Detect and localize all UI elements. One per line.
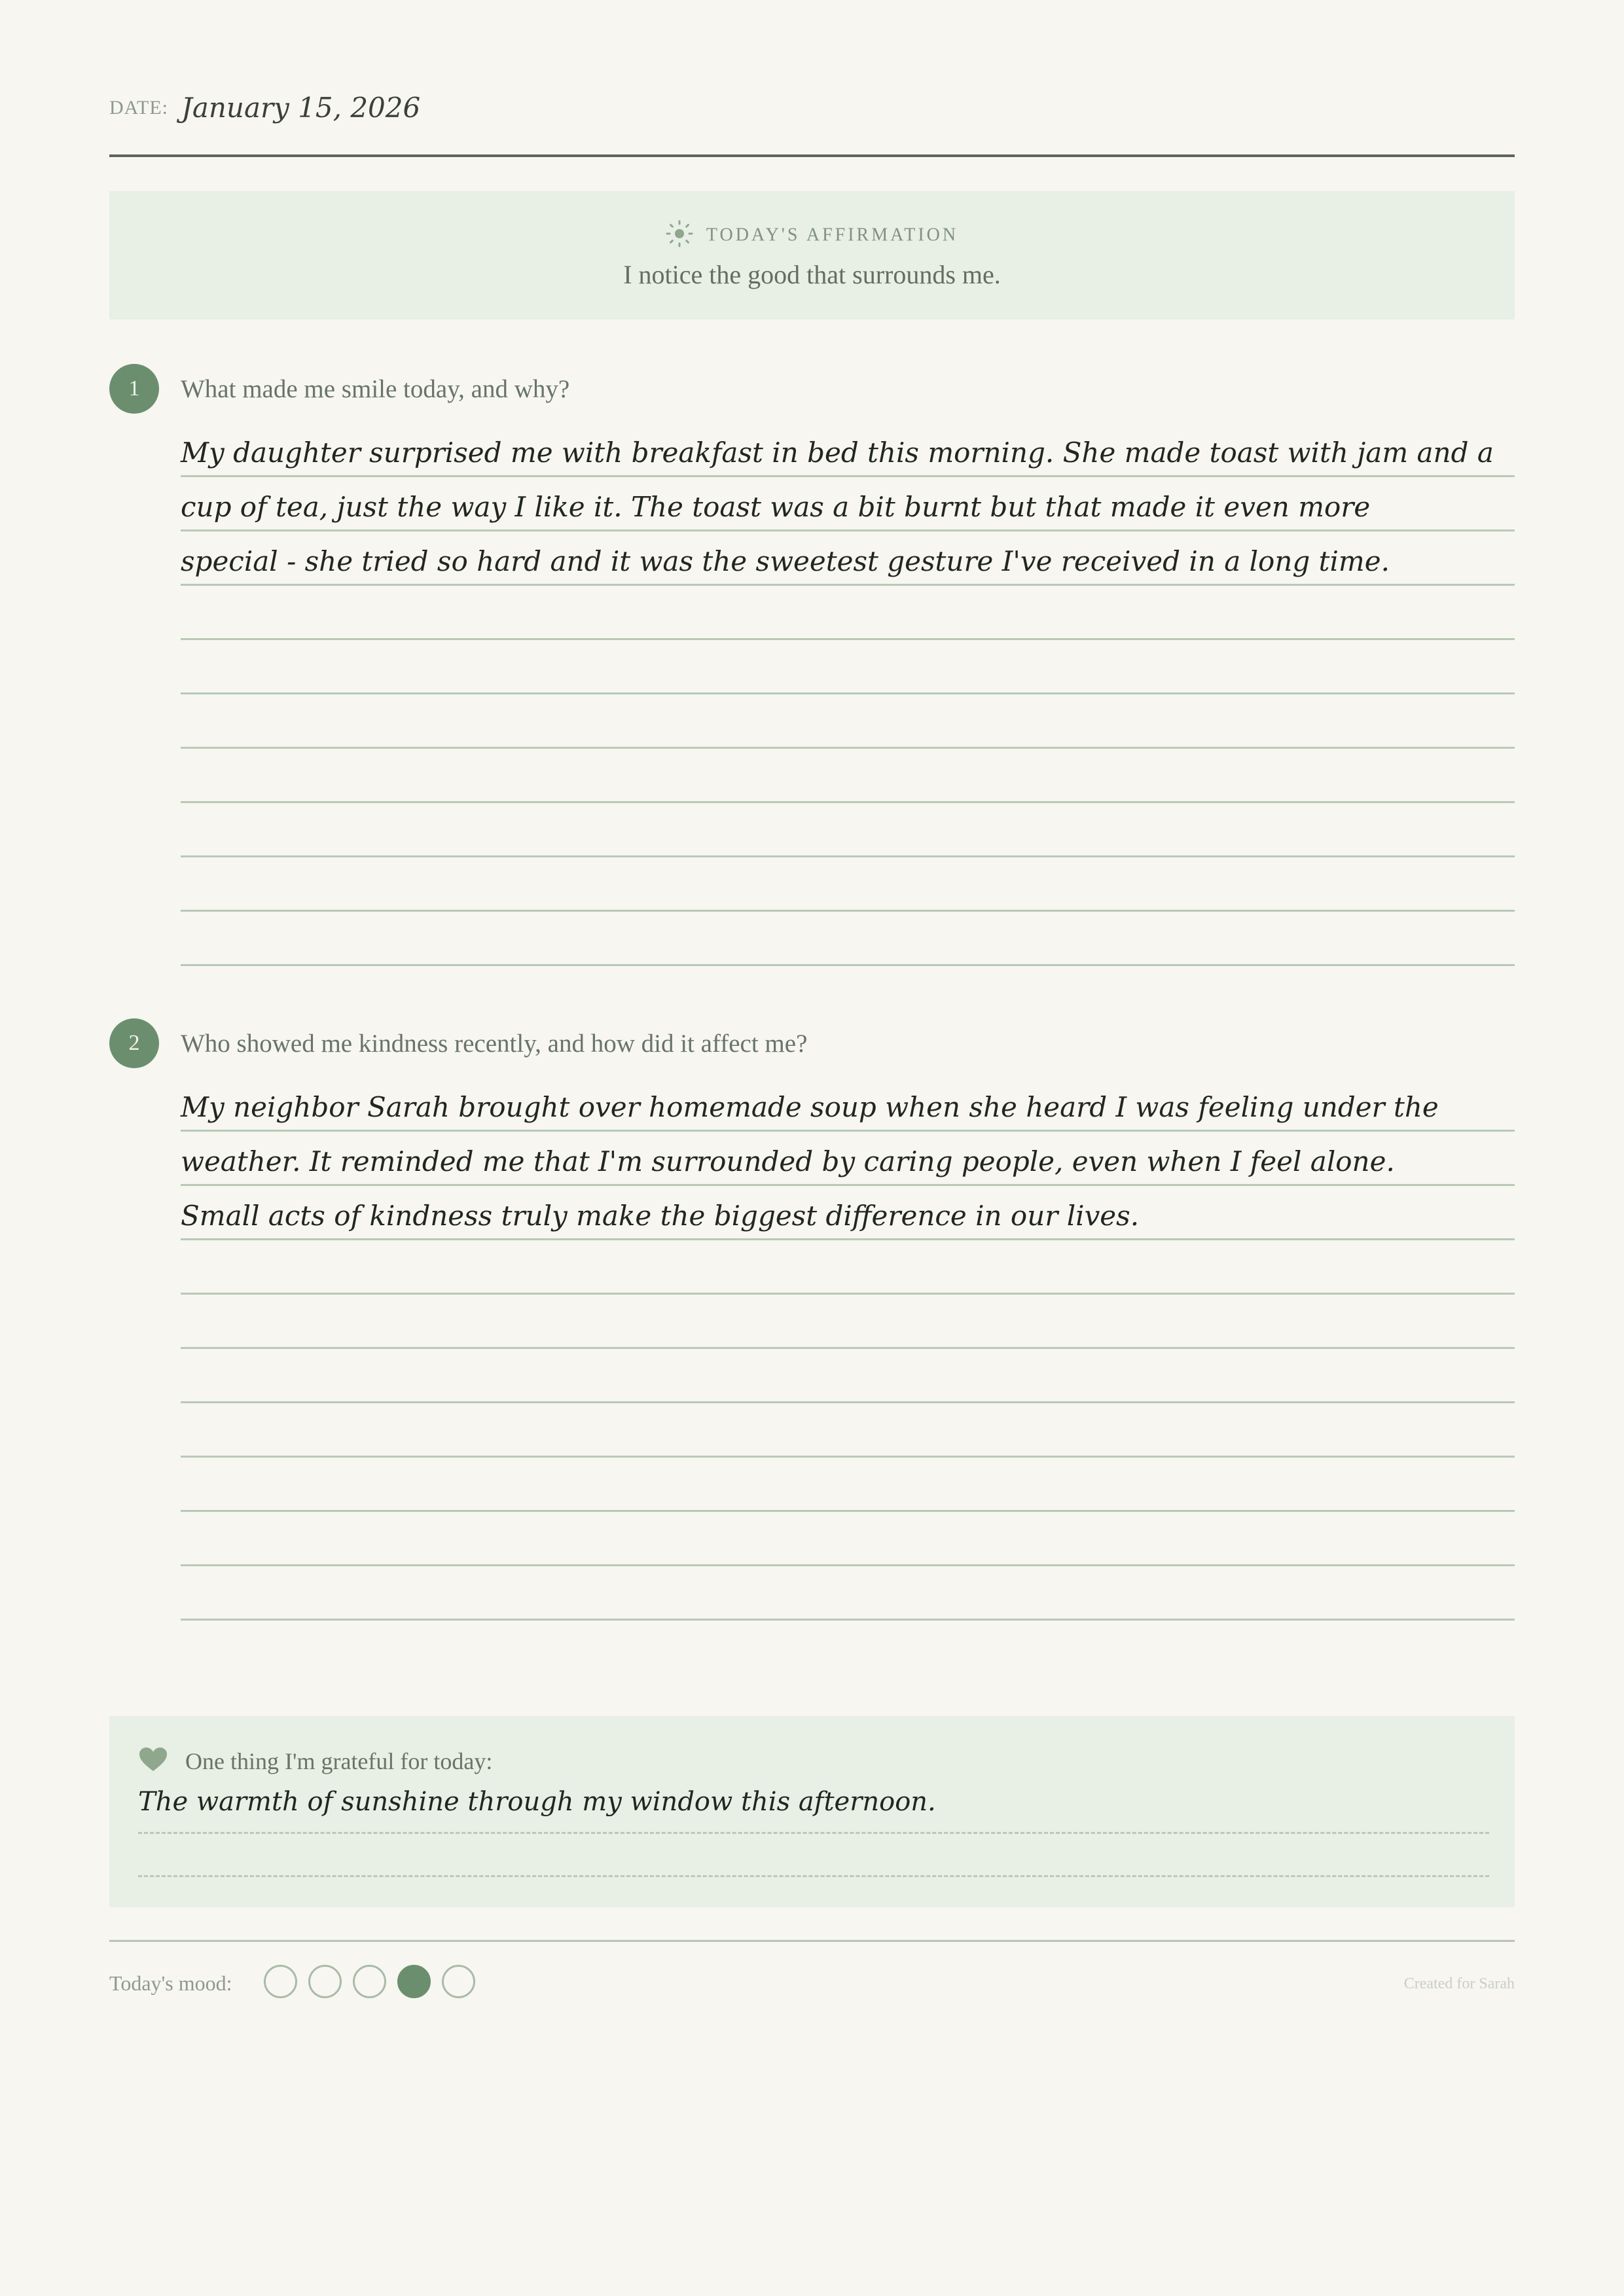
answer-text: My daughter surprised me with breakfast in bed this morning. She made toast with jam and a (181, 437, 1494, 469)
answer-text: Small acts of kindness truly make the biggest difference in our lives. (181, 1200, 1140, 1232)
answer-line[interactable] (181, 1240, 1515, 1295)
answer-line[interactable] (181, 1132, 1515, 1186)
header-divider (109, 154, 1515, 157)
affirmation-heading-row (109, 220, 1515, 253)
answer-line[interactable] (181, 1512, 1515, 1566)
answer-text: weather. It reminded me that I'm surrounded by caring people, even when I feel alone. (181, 1145, 1395, 1177)
footer-divider (109, 1940, 1515, 1942)
answer-text: special - she tried so hard and it was the sweetest gesture I've received in a long time. (181, 545, 1390, 577)
answer-line[interactable] (181, 803, 1515, 857)
answer-line[interactable] (181, 531, 1515, 586)
question-number-badge: 2 (109, 1018, 159, 1068)
answer-line[interactable] (181, 1403, 1515, 1458)
answer-line[interactable] (181, 857, 1515, 912)
answer-line[interactable] (181, 586, 1515, 640)
answer-line[interactable] (181, 1295, 1515, 1349)
affirmation-text: I notice the good that surrounds me. (623, 260, 1001, 289)
mood-option-4[interactable] (397, 1965, 431, 1998)
answer-line[interactable] (181, 912, 1515, 966)
answer-text: My neighbor Sarah brought over homemade soup when she heard I was feeling under the (181, 1091, 1439, 1123)
grateful-value[interactable]: The warmth of sunshine through my window this afternoon. (138, 1787, 936, 1817)
answer-line[interactable] (181, 1077, 1515, 1132)
question-number-badge: 1 (109, 364, 159, 414)
mood-option-2[interactable] (308, 1965, 342, 1998)
journal-page (109, 0, 1515, 2296)
answer-line[interactable] (181, 749, 1515, 803)
sun-icon (666, 220, 693, 253)
heart-icon (138, 1746, 168, 1772)
date-row (109, 92, 1515, 131)
grateful-panel (109, 1716, 1515, 1907)
answer-text: cup of tea, just the way I like it. The toast was a bit burnt but that made it even more (181, 491, 1371, 523)
answer-line[interactable] (181, 477, 1515, 531)
answer-line[interactable] (181, 1186, 1515, 1240)
answer-line[interactable] (181, 640, 1515, 694)
grateful-line[interactable] (138, 1875, 1489, 1877)
question-prompt: Who showed me kindness recently, and how did it affect me? (181, 1030, 808, 1058)
answer-line[interactable] (181, 1349, 1515, 1403)
mood-option-3[interactable] (353, 1965, 386, 1998)
date-label: DATE: (109, 97, 168, 118)
mood-selector[interactable] (264, 1965, 475, 1998)
answer-line[interactable] (181, 1458, 1515, 1512)
mood-option-5[interactable] (442, 1965, 475, 1998)
credit-text: Created for Sarah (1403, 1975, 1515, 1992)
answer-lines[interactable] (181, 1077, 1515, 1621)
date-value[interactable]: January 15, 2026 (181, 92, 421, 124)
grateful-label: One thing I'm grateful for today: (185, 1748, 493, 1774)
answer-line[interactable] (181, 694, 1515, 749)
answer-line[interactable] (181, 423, 1515, 477)
question-prompt: What made me smile today, and why? (181, 375, 570, 403)
mood-option-1[interactable] (264, 1965, 297, 1998)
answer-lines[interactable] (181, 423, 1515, 966)
affirmation-panel (109, 191, 1515, 319)
mood-label: Today's mood: (109, 1971, 232, 1995)
answer-line[interactable] (181, 1566, 1515, 1621)
grateful-line[interactable] (138, 1832, 1489, 1834)
affirmation-heading: TODAY'S AFFIRMATION (706, 224, 959, 245)
